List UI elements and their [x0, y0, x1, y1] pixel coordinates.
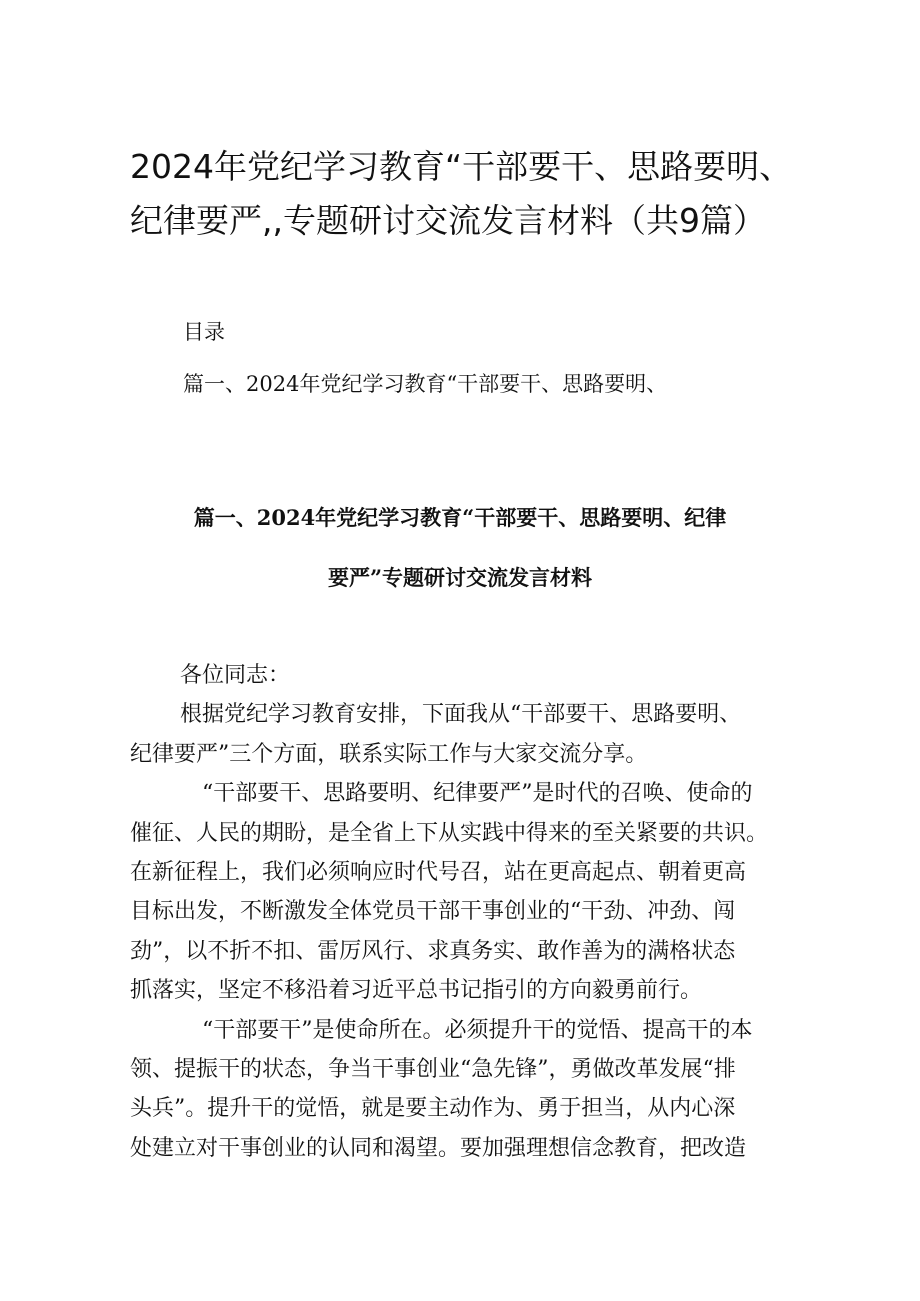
- paragraph-2: [130, 774, 810, 1010]
- paragraph-line: “干部要干、思路要明、纪律要严”是时代的召唤、使命的: [202, 781, 753, 807]
- paragraph-line: 纪律要严”三个方面，联系实际工作与大家交流分享。: [130, 741, 648, 767]
- paragraph-line: 在新征程上，我们必须响应时代号召，站在更高起点、朝着更高: [130, 860, 747, 886]
- paragraph-line: 劲”，以不折不扣、雷厉风行、求真务实、敢作善为的满格状态: [130, 938, 736, 964]
- document-title-line: 2024年党纪学习教育“干部要干、思路要明、: [130, 147, 793, 186]
- paragraph-line: 催征、人民的期盼，是全省上下从实践中得来的至关紧要的共识。: [130, 820, 769, 846]
- paragraph-line: 目标出发，不断激发全体党员干部干事创业的“干劲、冲劲、闯: [130, 899, 736, 925]
- article-title-line: 要严”专题研讨交流发言材料: [327, 565, 593, 590]
- paragraph-line: 处建立对干事创业的认同和渴望。要加强理想信念教育，把改造: [130, 1135, 747, 1161]
- article-body: [130, 656, 810, 1168]
- paragraph-line: 头兵”。提升干的觉悟，就是要主动作为、勇于担当，从内心深: [130, 1096, 736, 1122]
- paragraph-3: [130, 1011, 810, 1169]
- document-title-line: 纪律要严,,专题研讨交流发言材料（共9篇）: [130, 201, 766, 240]
- document-title: [130, 140, 793, 248]
- paragraph-line: 根据党纪学习教育安排，下面我从“干部要干、思路要明、: [180, 702, 742, 728]
- salutation: 各位同志：: [180, 663, 291, 688]
- paragraph-1: [130, 695, 810, 774]
- article-title-line: 篇一、2024年党纪学习教育“干部要干、思路要明、纪律: [193, 505, 727, 530]
- toc-item[interactable]: 篇一、2024年党纪学习教育“干部要干、思路要明、: [183, 372, 668, 396]
- toc-heading: 目录: [183, 320, 225, 344]
- paragraph-line: 领、提振干的状态，争当干事创业“急先锋”，勇做改革发展“排: [130, 1057, 736, 1083]
- paragraph-line: “干部要干”是使命所在。必须提升干的觉悟、提高干的本: [202, 1017, 753, 1043]
- article-title: [130, 488, 790, 608]
- paragraph-line: 抓落实，坚定不移沿着习近平总书记指引的方向毅勇前行。: [130, 978, 703, 1004]
